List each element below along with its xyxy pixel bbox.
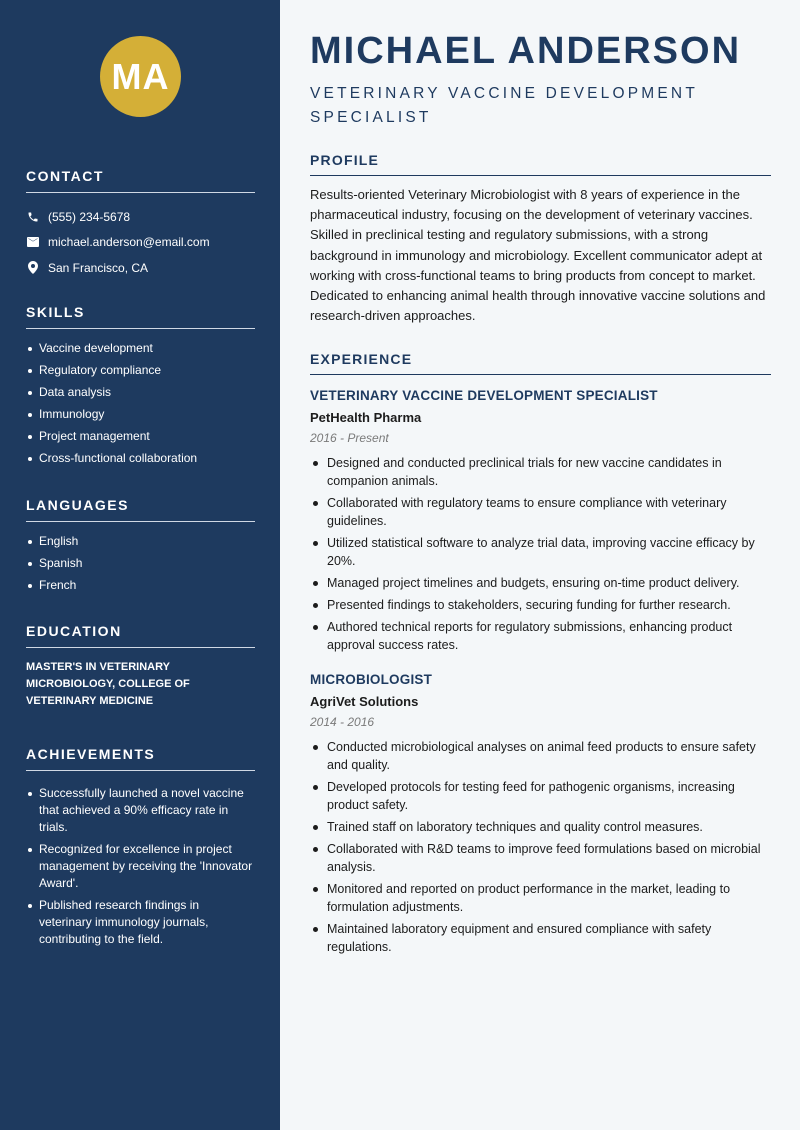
job-bullet: Collaborated with R&D teams to improve feed formulations based on microbial analysis.: [310, 840, 771, 876]
job-company: AgriVet Solutions: [310, 694, 419, 709]
phone-icon: [26, 210, 40, 224]
job-entry: [310, 388, 771, 654]
skills-heading: SKILLS: [26, 304, 255, 329]
language-item: English: [26, 533, 255, 550]
job-title: VETERINARY VACCINE DEVELOPMENT SPECIALIST: [310, 388, 658, 403]
location-text: San Francisco, CA: [48, 260, 149, 275]
achievement-item: Successfully launched a novel vaccine that achieved a 90% efficacy rate in trials.: [26, 785, 255, 836]
profile-heading: PROFILE: [310, 152, 771, 176]
job-bullet: Maintained laboratory equipment and ensured compliance with safety regulations.: [310, 920, 771, 956]
experience-section: [310, 351, 771, 960]
profile-section: [310, 152, 771, 326]
achievement-item: Published research findings in veterinary immunology journals, contributing to the field.: [26, 897, 255, 948]
languages-list: [26, 533, 255, 594]
location-pin-icon: [26, 261, 40, 275]
achievements-heading: ACHIEVEMENTS: [26, 746, 255, 771]
achievement-item: Recognized for excellence in project management by receiving the 'Innovator Award'.: [26, 841, 255, 892]
contact-heading: CONTACT: [26, 168, 255, 193]
job-entry: [310, 672, 771, 956]
job-dates: 2014 - 2016: [310, 715, 375, 729]
candidate-name: MICHAEL ANDERSON: [310, 30, 742, 72]
email-icon: [26, 235, 40, 249]
phone-text: (555) 234-5678: [48, 209, 131, 224]
skills-section: [26, 304, 255, 472]
education-section: [26, 623, 255, 710]
job-dates: 2016 - Present: [310, 431, 389, 445]
skill-item: Cross-functional collaboration: [26, 450, 255, 467]
skill-item: Project management: [26, 428, 255, 445]
contact-phone[interactable]: [26, 204, 255, 230]
contact-location: [26, 255, 255, 281]
skill-item: Data analysis: [26, 384, 255, 401]
job-bullet: Conducted microbiological analyses on animal feed products to ensure safety and quality.: [310, 738, 771, 774]
job-bullet: Designed and conducted preclinical trials for new vaccine candidates in companion animals.: [310, 454, 771, 490]
job-bullet: Utilized statistical software to analyze trial data, improving vaccine efficacy by 20%.: [310, 534, 771, 570]
contact-email[interactable]: [26, 230, 255, 256]
education-degree: MASTER'S IN VETERINARY MICROBIOLOGY, COLLEGE OF VETERINARY MEDICINE: [26, 661, 190, 707]
job-bullets: [310, 738, 771, 956]
profile-text: Results-oriented Veterinary Microbiologist with 8 years of experience in the pharmaceutical industry, focusing on the development of veterinary vaccines. Skilled in preclinical testing and regulatory submissions, with a strong background in immunology and microbiology. Excellent communicator adept at working with cross-functional teams to bring products from concept to market. Dedicated to enhancing animal health through innovative vaccine solutions and research-driven approaches.: [310, 187, 766, 324]
experience-heading: EXPERIENCE: [310, 351, 771, 375]
job-company: PetHealth Pharma: [310, 410, 422, 425]
skills-list: [26, 340, 255, 467]
achievements-section: [26, 746, 255, 953]
skill-item: Vaccine development: [26, 340, 255, 357]
education-heading: EDUCATION: [26, 623, 255, 648]
job-bullets: [310, 454, 771, 654]
job-bullet: Presented findings to stakeholders, securing funding for further research.: [310, 596, 771, 614]
candidate-role: VETERINARY VACCINE DEVELOPMENT SPECIALIST: [310, 85, 698, 126]
skill-item: Immunology: [26, 406, 255, 423]
achievements-list: [26, 785, 255, 948]
job-bullet: Trained staff on laboratory techniques and quality control measures.: [310, 818, 771, 836]
job-bullet: Authored technical reports for regulatory submissions, enhancing product approval success rates.: [310, 618, 771, 654]
job-bullet: Monitored and reported on product performance in the market, leading to formulation adjustments.: [310, 880, 771, 916]
sidebar: [0, 0, 280, 1130]
language-item: Spanish: [26, 555, 255, 572]
languages-section: [26, 497, 255, 599]
avatar: MA: [100, 36, 181, 117]
job-title: MICROBIOLOGIST: [310, 672, 433, 687]
contact-section: [26, 168, 255, 281]
skill-item: Regulatory compliance: [26, 362, 255, 379]
email-text: michael.anderson@email.com: [48, 235, 210, 250]
languages-heading: LANGUAGES: [26, 497, 255, 522]
job-bullet: Collaborated with regulatory teams to ensure compliance with veterinary guidelines.: [310, 494, 771, 530]
language-item: French: [26, 577, 255, 594]
job-bullet: Managed project timelines and budgets, ensuring on-time product delivery.: [310, 574, 771, 592]
job-bullet: Developed protocols for testing feed for pathogenic organisms, increasing product safety.: [310, 778, 771, 814]
